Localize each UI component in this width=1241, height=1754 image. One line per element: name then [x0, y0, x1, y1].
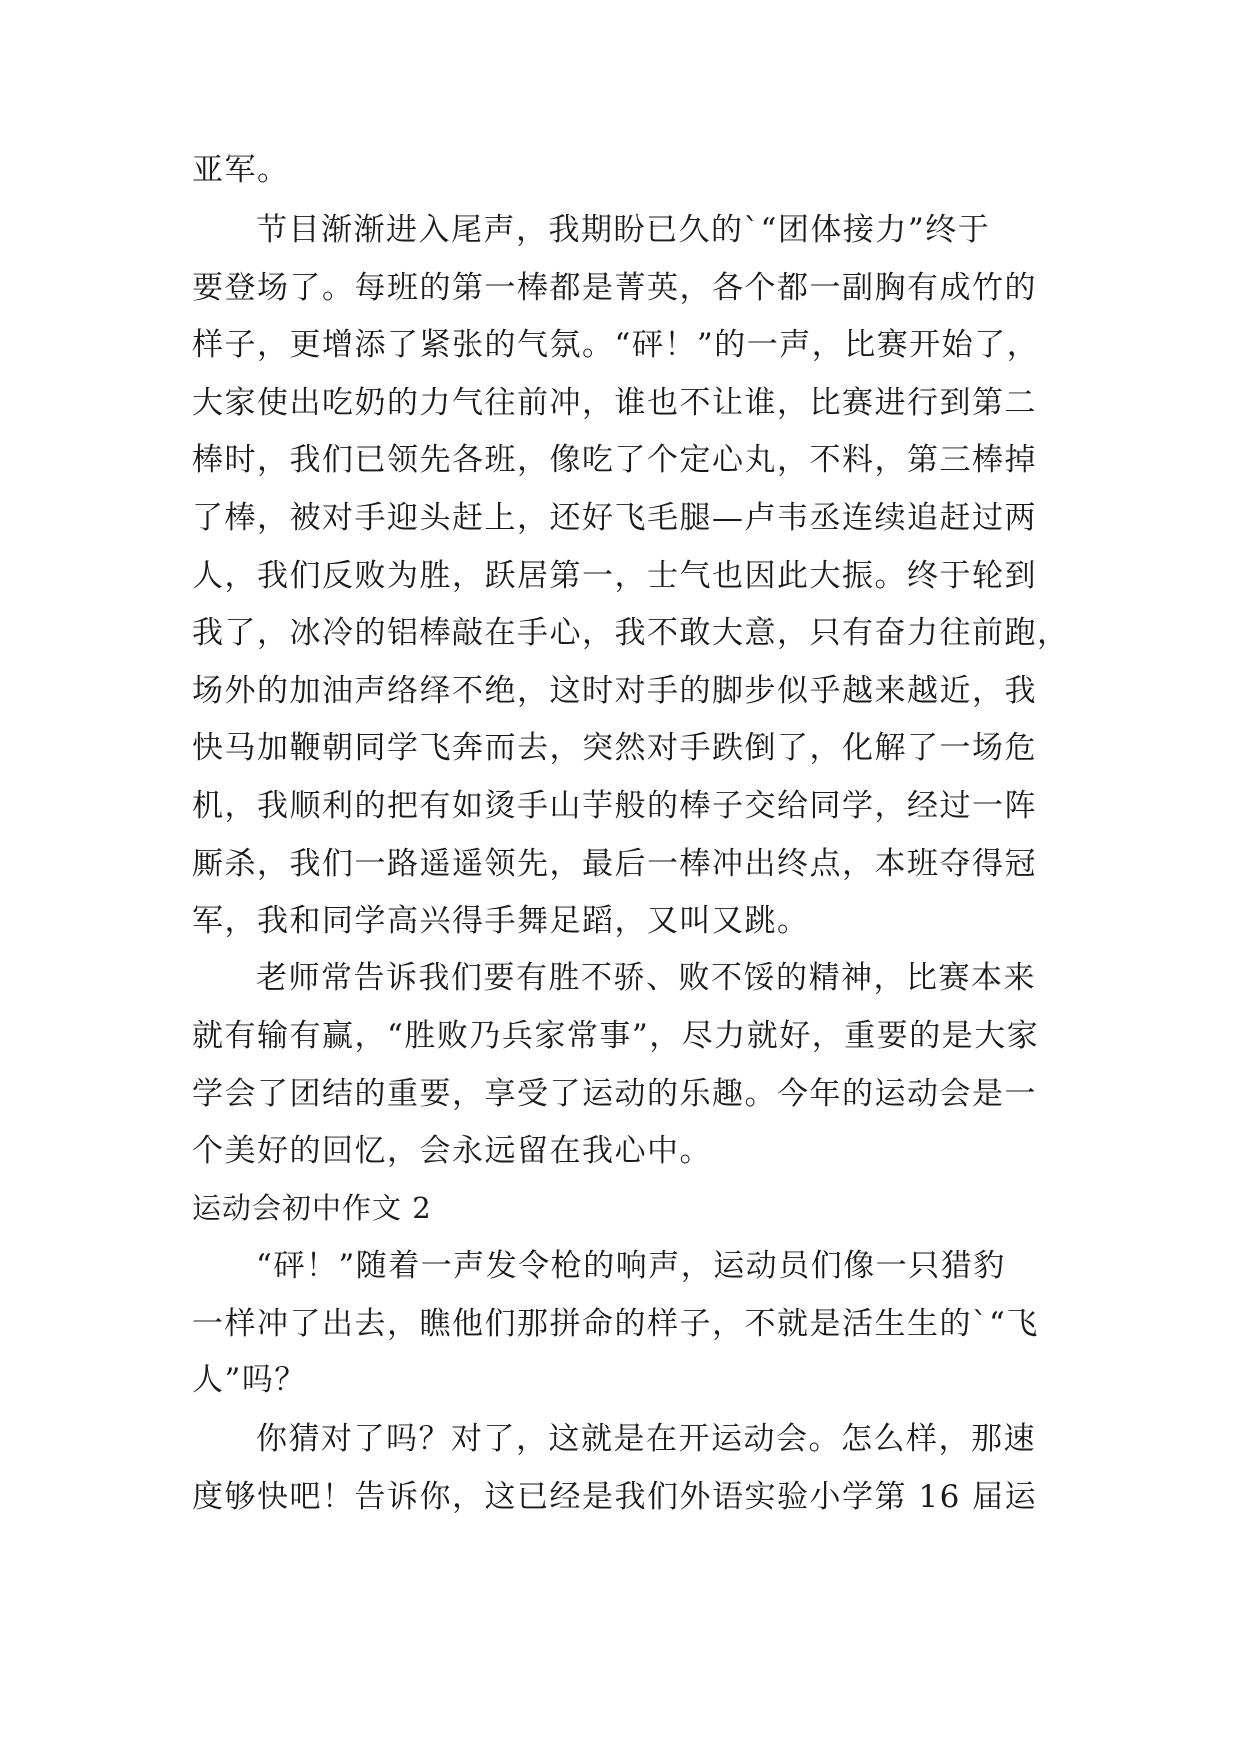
paragraph-line: 快马加鞭朝同学飞奔而去，突然对手跌倒了，化解了一场危	[192, 730, 1037, 766]
paragraph-line: 就有输有赢，“胜败乃兵家常事”，尽力就好，重要的是大家	[192, 1018, 1040, 1054]
paragraph-line: 军，我和同学高兴得手舞足蹈，又叫又跳。	[192, 903, 810, 939]
paragraph-line: 了棒，被对手迎头赶上，还好飞毛腿—卢韦丞连续追赶过两	[192, 500, 1037, 536]
section-heading: 运动会初中作文 2	[192, 1191, 432, 1225]
paragraph-line: 一样冲了出去，瞧他们那拼命的样子，不就是活生生的`“飞	[192, 1306, 1039, 1342]
paragraph-line: 度够快吧！告诉你，这已经是我们外语实验小学第 16 届运	[192, 1479, 1038, 1515]
paragraph-line: 大家使出吃奶的力气往前冲，谁也不让谁，比赛进行到第二	[192, 385, 1037, 421]
paragraph-line: 厮杀，我们一路遥遥领先，最后一棒冲出终点，本班夺得冠	[192, 846, 1037, 882]
paragraph-line: 节目渐渐进入尾声，我期盼已久的`“团体接力”终于	[256, 212, 991, 248]
paragraph-line: 我了，冰冷的铝棒敲在手心，我不敢大意，只有奋力往前跑，	[192, 615, 1070, 651]
paragraph-line: “砰！”随着一声发令枪的响声，运动员们像一只猎豹	[256, 1248, 1006, 1284]
paragraph-line: 个美好的回忆，会永远留在我心中。	[192, 1133, 712, 1169]
paragraph-line: 棒时，我们已领先各班，像吃了个定心丸，不料，第三棒掉	[192, 442, 1037, 478]
paragraph-line: 机，我顺利的把有如烫手山芋般的棒子交给同学，经过一阵	[192, 788, 1037, 824]
paragraph-line: 你猜对了吗？对了，这就是在开运动会。怎么样，那速	[256, 1421, 1036, 1457]
paragraph-line: 老师常告诉我们要有胜不骄、败不馁的精神，比赛本来	[256, 960, 1036, 996]
paragraph-line: 人”吗？	[192, 1362, 307, 1398]
paragraph-line: 要登场了。每班的第一棒都是菁英，各个都一副胸有成竹的	[192, 270, 1037, 306]
paragraph-line: 样子，更增添了紧张的气氛。“砰！”的一声，比赛开始了，	[192, 327, 1040, 363]
paragraph-line: 人，我们反败为胜，跃居第一，士气也因此大振。终于轮到	[192, 558, 1037, 594]
paragraph-line: 学会了团结的重要，享受了运动的乐趣。今年的运动会是一	[192, 1076, 1037, 1112]
paragraph-line: 亚军。	[192, 152, 290, 188]
paragraph-line: 场外的加油声络绎不绝，这时对手的脚步似乎越来越近，我	[192, 673, 1037, 709]
